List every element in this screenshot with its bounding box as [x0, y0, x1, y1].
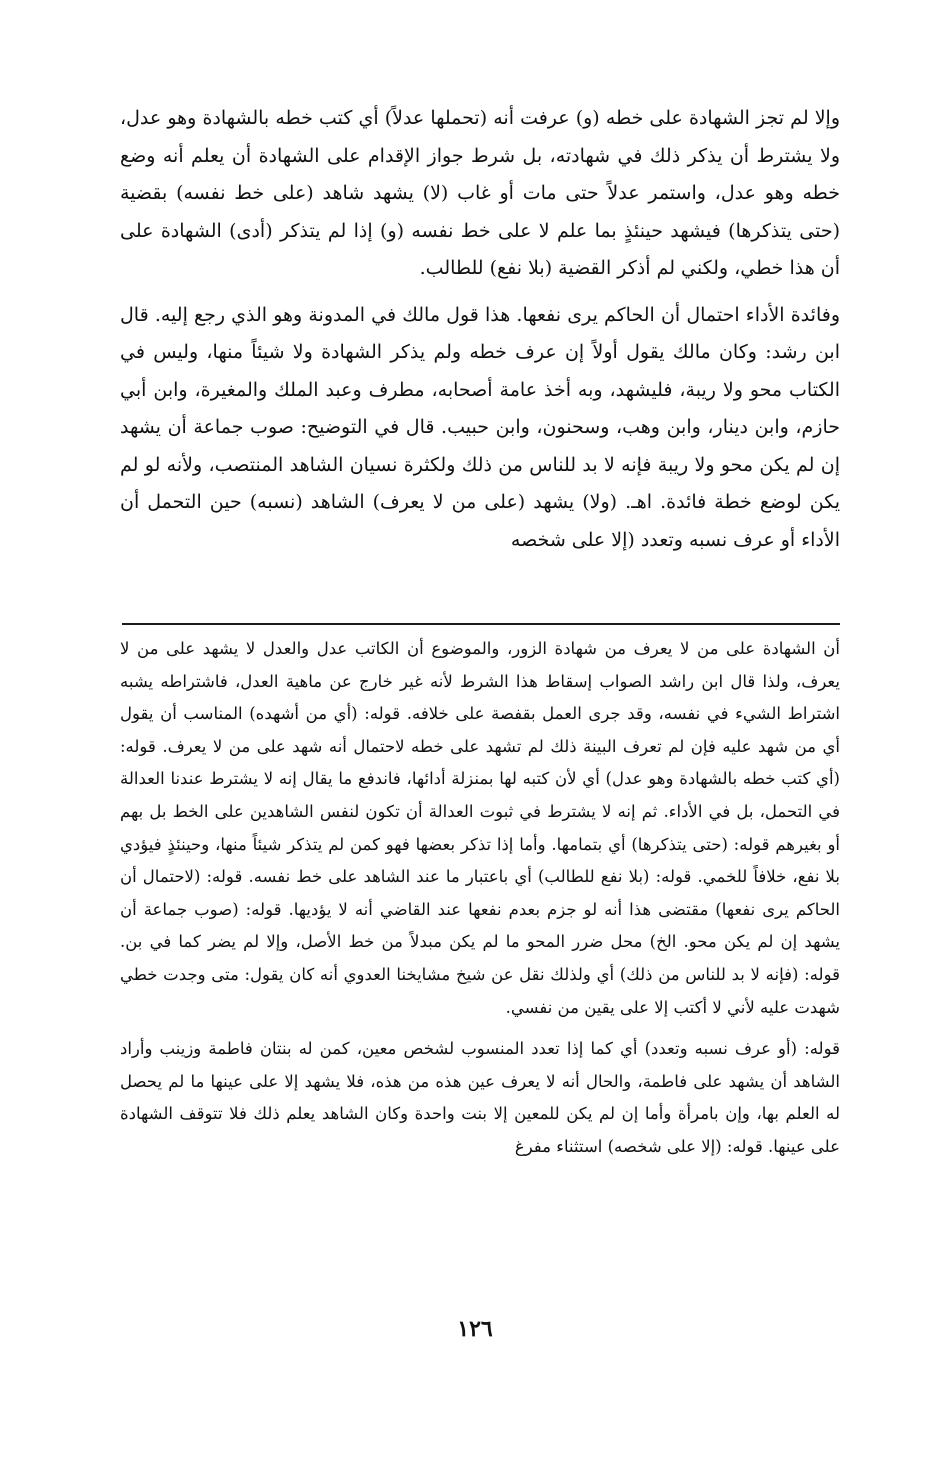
main-text-block [120, 100, 840, 559]
main-paragraph-2: وفائدة الأداء احتمال أن الحاكم يرى نفعها. هذا قول مالك في المدونة وهو الذي رجع إليه. قال ابن رشد: وكان مالك يقول أولاً إن عرف خطه ولم يذكر الشهادة ولا شيئاً منها، وليس في الكتاب محو ولا ريبة، فليشهد، وبه أخذ عامة أصحابه، مطرف وعبد الملك والمغيرة، وابن أبي حازم، وابن دينار، وابن وهب، وسحنون، وابن حبيب. قال في التوضيح: صوب جماعة أن يشهد إن لم يكن محو ولا ريبة فإنه لا بد للناس من ذلك ولكثرة نسيان الشاهد المنتصب، ولأنه لو لم يكن لوضع خطة فائدة. اهـ. (ولا) يشهد (على من لا يعرف) الشاهد (نسبه) حين التحمل أن الأداء أو عرف نسبه وتعدد (إلا على شخصه [120, 303, 840, 551]
footnote-paragraph-2: قوله: (أو عرف نسبه وتعدد) أي كما إذا تعدد المنسوب لشخص معين، كمن له بنتان فاطمة وزينب وأراد الشاهد أن يشهد على فاطمة، والحال أنه لا يعرف عين هذه من هذه، فلا يشهد إلا على عينها ما لم يحصل له العلم بها، وإن بامرأة وأما إن لم يكن للمعين إلا بنت واحدة وكان الشاهد يعلم ذلك فلا تتوقف الشهادة على عينها. قوله: (إلا على شخصه) استثناء مفرغ [120, 1039, 840, 1156]
footnotes-block [120, 633, 840, 1164]
page-number: ١٢٦ [457, 1316, 493, 1342]
main-paragraph-1: وإلا لم تجز الشهادة على خطه (و) عرفت أنه (تحملها عدلاً) أي كتب خطه بالشهادة وهو عدل، ولا يشترط أن يذكر ذلك في شهادته، بل شرط جواز الإقدام على الشهادة أن يعلم أنه وضع خطه وهو عدل، واستمر عدلاً حتى مات أو غاب (لا) يشهد شاهد (على خط نفسه) بقضية (حتى يتذكرها) فيشهد حينئذٍ بما علم لا على خط نفسه (و) إذا لم يتذكر (أدى) الشهادة على أن هذا خطي، ولكني لم أذكر القضية (بلا نفع) للطالب. [120, 107, 840, 279]
footnote-paragraph-1: أن الشهادة على من لا يعرف من شهادة الزور، والموضوع أن الكاتب عدل والعدل لا يشهد على من لا يعرف، ولذا قال ابن راشد الصواب إسقاط هذا الشرط لأنه غير خارج عن ماهية العدل، فاشتراطه يشبه اشتراط الشيء في نفسه، وقد جرى العمل بقفصة على خلافه. قوله: (أي من أشهده) المناسب أن يقول أي من شهد عليه فإن لم تعرف البينة ذلك لم تشهد على خطه لاحتمال أنه شهد على من لا يعرف. قوله: (أي كتب خطه بالشهادة وهو عدل) أي لأن كتبه لها بمنزلة أدائها، فاندفع ما يقال إنه لا يشترط عندنا العدالة في التحمل، بل في الأداء. ثم إنه لا يشترط في ثبوت العدالة أن تكون لنفس الشاهدين على الخط بل بهم أو بغيرهم قوله: (حتى يتذكرها) أي بتمامها. وأما إذا تذكر بعضها فهو كمن لم يتذكر شيئاً منها، وحينئذٍ فيؤدي بلا نفع، خلافاً للخمي. قوله: (بلا نفع للطالب) أي باعتبار ما عند الشاهد على خط نفسه. قوله: (لاحتمال أن الحاكم يرى نفعها) مقتضى هذا أنه لو جزم بعدم نفعها عند القاضي أنه لا يؤديها. قوله: (صوب جماعة أن يشهد إن لم يكن محو. الخ) محل ضرر المحو ما لم يكن مبدلاً من خط الأصل، وإلا لم يضر كما في بن. قوله: (فإنه لا بد للناس من ذلك) أي ولذلك نقل عن شيخ مشايخنا العدوي أنه كان يقول: متى وجدت خطي شهدت عليه لأني لا أكتب إلا على يقين من نفسي. [120, 639, 840, 1017]
footnote-separator [122, 623, 840, 625]
